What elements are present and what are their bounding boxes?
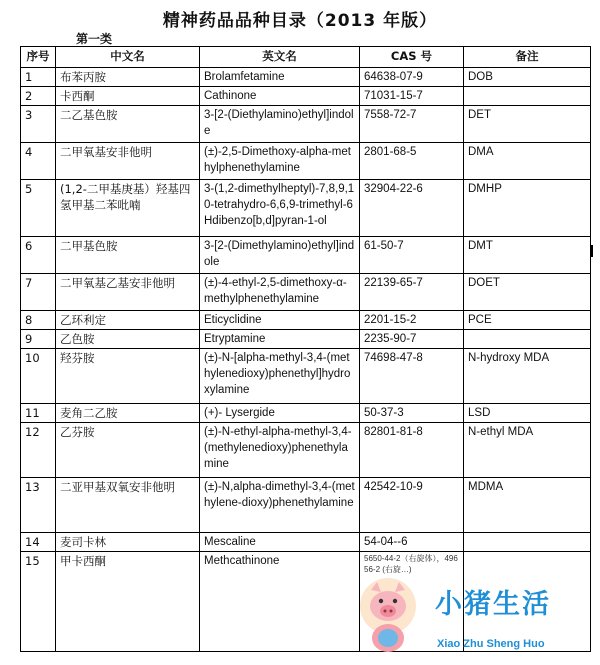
header-no: 序号 (21, 47, 56, 68)
cell-note: N-hydroxy MDA (464, 349, 591, 404)
table-row (21, 404, 591, 423)
cell-cn: 二甲氧基安非他明 (56, 143, 200, 180)
cell-cn: 麦角二乙胺 (56, 404, 200, 423)
cell-cas: 71031-15-7 (360, 87, 464, 106)
header-note: 备注 (464, 47, 591, 68)
cell-note: DET (464, 106, 591, 143)
table-row (21, 349, 591, 404)
cell-no: 4 (21, 143, 56, 180)
cell-note: N-ethyl MDA (464, 423, 591, 478)
cell-en: Mescaline (200, 533, 360, 552)
cell-no: 11 (21, 404, 56, 423)
cell-no: 1 (21, 68, 56, 87)
table-row (21, 87, 591, 106)
cell-no: 14 (21, 533, 56, 552)
cell-note: DOET (464, 274, 591, 311)
table-row (21, 533, 591, 552)
cell-no: 9 (21, 330, 56, 349)
cell-note (464, 330, 591, 349)
cell-cas: 22139-65-7 (360, 274, 464, 311)
table-row (21, 180, 591, 237)
table-row (21, 311, 591, 330)
cell-cas: 54-04--6 (360, 533, 464, 552)
table-row (21, 423, 591, 478)
cell-note: DMA (464, 143, 591, 180)
cell-cn: 卡西酮 (56, 87, 200, 106)
cell-en: Etryptamine (200, 330, 360, 349)
cell-cas: 2801-68-5 (360, 143, 464, 180)
cell-cas: 50-37-3 (360, 404, 464, 423)
cell-no: 13 (21, 478, 56, 533)
cell-no: 5 (21, 180, 56, 237)
cell-cas: 2235-90-7 (360, 330, 464, 349)
cell-note: DMHP (464, 180, 591, 237)
header-en: 英文名 (200, 47, 360, 68)
cell-note (464, 87, 591, 106)
cell-cas: 61-50-7 (360, 237, 464, 274)
cell-cas: 74698-47-8 (360, 349, 464, 404)
cell-en: (+)- Lysergide (200, 404, 360, 423)
cell-cn: 二甲氧基乙基安非他明 (56, 274, 200, 311)
cell-no: 10 (21, 349, 56, 404)
cell-en: (±)-N-ethyl-alpha-methyl-3,4-(methylenedioxy)phenethylamine (200, 423, 360, 478)
cell-note: DOB (464, 68, 591, 87)
cell-cas: 2201-15-2 (360, 311, 464, 330)
cell-note: DMT (464, 237, 591, 274)
edge-mark (590, 245, 593, 257)
cell-en: Eticyclidine (200, 311, 360, 330)
cell-en: (±)-N,alpha-dimethyl-3,4-(methylene-dioxy)phenethylamine (200, 478, 360, 533)
cell-en: Brolamfetamine (200, 68, 360, 87)
cell-en: 3-[2-(Dimethylamino)ethyl]indole (200, 237, 360, 274)
cell-note: PCE (464, 311, 591, 330)
table-row (21, 478, 591, 533)
cell-en: Cathinone (200, 87, 360, 106)
header-cas: CAS 号 (360, 47, 464, 68)
cell-en: 3-[2-(Diethylamino)ethyl]indole (200, 106, 360, 143)
header-cn: 中文名 (56, 47, 200, 68)
watermark-pinyin: Xiao Zhu Sheng Huo (437, 638, 545, 650)
cell-no: 15 (21, 552, 56, 652)
table-row (21, 143, 591, 180)
cell-en: (±)-N-[alpha-methyl-3,4-(methylenedioxy)phenethyl]hydroxylamine (200, 349, 360, 404)
cell-cn: 羟芬胺 (56, 349, 200, 404)
watermark-brand: 小猪生活 (435, 589, 551, 620)
cell-note: LSD (464, 404, 591, 423)
cell-cas: 64638-07-9 (360, 68, 464, 87)
cell-no: 2 (21, 87, 56, 106)
watermark (355, 570, 600, 665)
cell-cas: 32904-22-6 (360, 180, 464, 237)
cell-cn: 布苯丙胺 (56, 68, 200, 87)
cell-cn: 乙芬胺 (56, 423, 200, 478)
category-label: 第一类 (76, 32, 113, 46)
table-row (21, 330, 591, 349)
cell-cas: 7558-72-7 (360, 106, 464, 143)
cell-no: 8 (21, 311, 56, 330)
cell-en: (±)-4-ethyl-2,5-dimethoxy-α-methylphenethylamine (200, 274, 360, 311)
cell-en: Methcathinone (200, 552, 360, 652)
cell-note: MDMA (464, 478, 591, 533)
cell-cn: 二乙基色胺 (56, 106, 200, 143)
cell-no: 7 (21, 274, 56, 311)
table-row (21, 274, 591, 311)
drug-table (20, 46, 591, 652)
cell-no: 3 (21, 106, 56, 143)
table-row (21, 106, 591, 143)
cell-cn: (1,2-二甲基庚基）羟基四氢甲基二苯吡喃 (56, 180, 200, 237)
cell-cn: 乙环利定 (56, 311, 200, 330)
cell-cn: 乙色胺 (56, 330, 200, 349)
pig-mascot-icon (357, 576, 419, 656)
cell-cn: 二甲基色胺 (56, 237, 200, 274)
cell-note (464, 533, 591, 552)
cell-cas: 82801-81-8 (360, 423, 464, 478)
cell-no: 6 (21, 237, 56, 274)
cell-en: (±)-2,5-Dimethoxy-alpha-methylphenethylamine (200, 143, 360, 180)
table-row (21, 237, 591, 274)
cell-no: 12 (21, 423, 56, 478)
document-title: 精神药品品种目录（2013 年版） (162, 11, 438, 31)
cell-cas: 5650-44-2（右旋体），49656-2 (右旋…) (364, 554, 458, 574)
table-row (21, 68, 591, 87)
table-header-row (21, 47, 591, 68)
cell-cn: 麦司卡林 (56, 533, 200, 552)
cell-cn: 二亚甲基双氧安非他明 (56, 478, 200, 533)
cell-en: 3-(1,2-dimethylheptyl)-7,8,9,10-tetrahydro-6,6,9-trimethyl-6Hdibenzo[b,d]pyran-1-ol (200, 180, 360, 237)
cell-cn: 甲卡西酮 (56, 552, 200, 652)
cell-cas: 42542-10-9 (360, 478, 464, 533)
